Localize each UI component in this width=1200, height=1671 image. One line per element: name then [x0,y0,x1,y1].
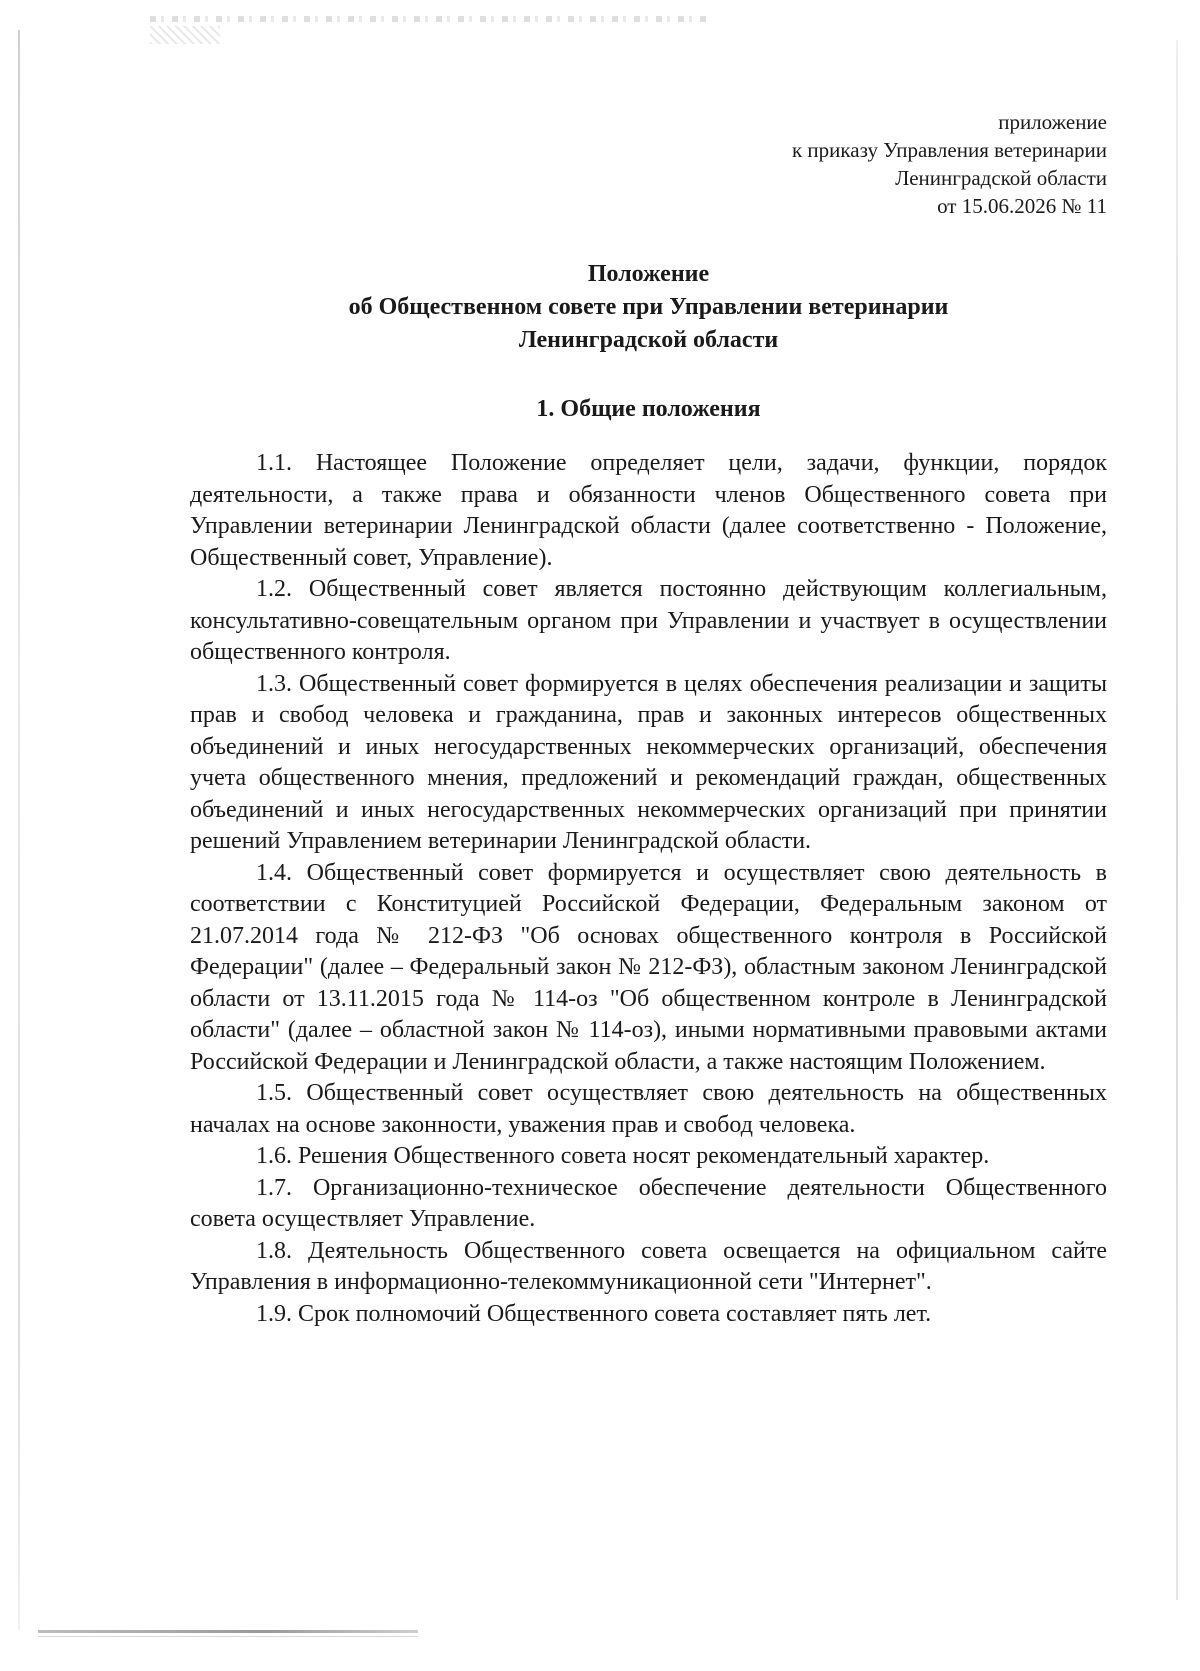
paragraph-1-3: 1.3. Общественный совет формируется в целях обеспечения реализации и защиты прав и свобод человека и гражданина, прав и законных интересов общественных объединений и иных негосударственных некоммерческих организаций, обеспечения учета общественного мнения, предложений и рекомендаций граждан, общественных объединений и иных негосударственных некоммерческих организаций при принятии решений Управлением ветеринарии Ленинградской области. [190,670,1107,854]
paragraph-1-8: 1.8. Деятельность Общественного совета освещается на официальном сайте Управления в информационно-телекоммуникационной сети "Интернет". [190,1237,1107,1295]
document-title [190,258,1107,357]
scan-edge-right [1176,40,1178,1600]
paragraph-1-5: 1.5. Общественный совет осуществляет свою деятельность на общественных началах на основе законности, уважения прав и свобод человека. [190,1080,1107,1138]
paragraph-1-9: 1.9. Срок полномочий Общественного совета составляет пять лет. [256,1300,932,1327]
approval-date-number: от 15.06.2026 № 11 [937,194,1107,218]
section-heading: 1. Общие положения [536,396,761,422]
scan-edge-left [18,30,20,1630]
paragraph-1-1: 1.1. Настоящее Положение определяет цели, задачи, функции, порядок деятельности, а также права и обязанности членов Общественного совета при Управлении ветеринарии Ленинградской области (далее соответственно - Положение, Общественный совет, Управление). [190,450,1107,571]
paragraph-1-6: 1.6. Решения Общественного совета носят рекомендательный характер. [256,1143,990,1169]
document-page [190,108,1107,1330]
paragraph-1-4: 1.4. Общественный совет формируется и осуществляет свою деятельность в соответствии с Конституцией Российской Федерации, Федеральным законом от 21.07.2014 года № 212-ФЗ "Об основах общественного контроля в Российской Федерации" (далее – Федеральный закон № 212-ФЗ), областным законом Ленинградской области от 13.11.2015 года № 114-оз "Об общественном контроле в Ленинградской области" (далее – областной закон № 114-оз), иными нормативными правовыми актами Российской Федерации и Ленинградской области, а также настоящим Положением. [190,859,1107,1075]
scan-corner-noise [150,26,220,44]
paragraph-1-2: 1.2. Общественный совет является постоянно действующим коллегиальным, консультативно-совещательным органом при Управлении и участвует в осуществлении общественного контроля. [190,576,1107,665]
section-body [190,448,1107,1330]
scan-top-noise [150,16,710,22]
title-line: Положение [587,261,710,287]
scan-bottom-line [38,1630,418,1633]
approval-line: приложение [998,110,1107,134]
paragraph-1-7: 1.7. Организационно-техническое обеспечение деятельности Общественного совета осуществляет Управление. [190,1174,1107,1232]
approval-line: Ленинградской области [895,166,1107,190]
approval-block [190,108,1107,220]
scan-bottom-line-thin [38,1636,418,1637]
title-line: Ленинградской области [518,327,779,353]
approval-line: к приказу Управления ветеринарии [791,138,1107,162]
title-line: об Общественном совете при Управлении ветеринарии [348,294,949,320]
